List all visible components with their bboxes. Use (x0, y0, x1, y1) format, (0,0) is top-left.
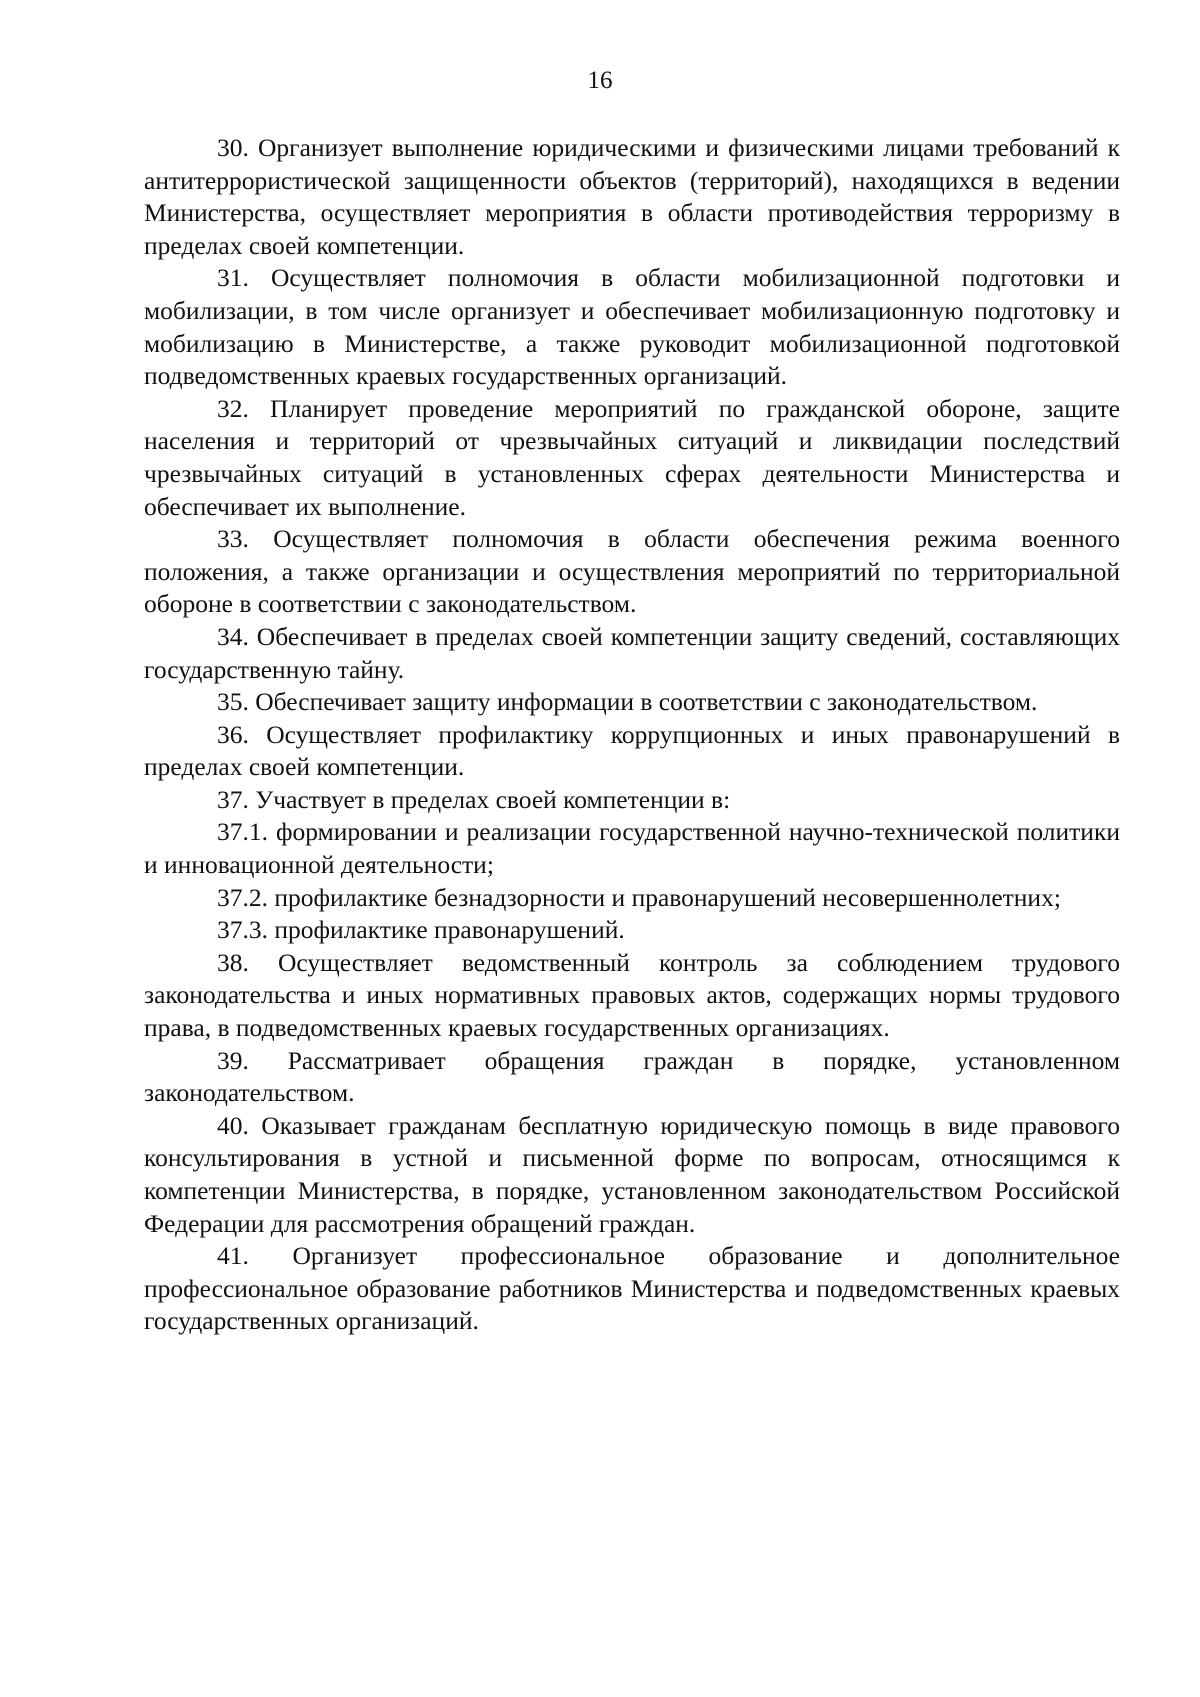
paragraph-35: 35. Обеспечивает защиту информации в соответствии с законодательством. (217, 687, 1038, 717)
paragraph-36: 36. Осуществляет профилактику коррупционных и иных правонарушений в пределах своей компетенции. (144, 719, 1120, 782)
document-body (144, 132, 1120, 1338)
paragraph-37: 37. Участвует в пределах своей компетенции в: (217, 784, 731, 814)
paragraph-32: 32. Планирует проведение мероприятий по гражданской обороне, защите населения и территорий от чрезвычайных ситуаций и ликвидации последствий чрезвычайных ситуаций в установленных сферах деятельности Министерства и обеспечивает их выполнение. (144, 393, 1120, 521)
paragraph-37-3: 37.3. профилактике правонарушений. (217, 915, 625, 945)
paragraph-39: 39. Рассматривает обращения граждан в порядке, установленном законодательством. (144, 1045, 1120, 1108)
paragraph-33: 33. Осуществляет полномочия в области обеспечения режима военного положения, а также организации и осуществления мероприятий по территориальной обороне в соответствии с законодательством. (144, 524, 1120, 619)
paragraph-38: 38. Осуществляет ведомственный контроль за соблюдением трудового законодательства и иных нормативных правовых актов, содержащих нормы трудового права, в подведомственных краевых государственных организациях. (144, 947, 1120, 1043)
paragraph-40: 40. Оказывает гражданам бесплатную юридическую помощь в виде правового консультирования в устной и письменной форме по вопросам, относящимся к компетенции Министерства, в порядке, установленном законодательством Российской Федерации для рассмотрения обращений граждан. (144, 1110, 1120, 1238)
paragraph-30: 30. Организует выполнение юридическими и физическими лицами требований к антитеррористической защищенности объектов (территорий), находящихся в ведении Министерства, осуществляет мероприятия в области противодействия терроризму в пределах своей компетенции. (144, 133, 1120, 260)
page-number: 16 (587, 67, 613, 94)
paragraph-34: 34. Обеспечивает в пределах своей компетенции защиту сведений, составляющих государственную тайну. (144, 621, 1120, 684)
paragraph-41: 41. Организует профессиональное образование и дополнительное профессиональное образование работников Министерства и подведомственных краевых государственных организаций. (144, 1241, 1120, 1336)
paragraph-37-1: 37.1. формировании и реализации государственной научно-технической политики и инновационной деятельности; (144, 817, 1120, 880)
paragraph-31: 31. Осуществляет полномочия в области мобилизационной подготовки и мобилизации, в том числе организует и обеспечивает мобилизационную подготовку и мобилизацию в Министерстве, а также руководит мобилизационной подготовкой подведомственных краевых государственных организаций. (144, 263, 1120, 391)
paragraph-37-2: 37.2. профилактике безнадзорности и правонарушений несовершеннолетних; (217, 882, 1061, 912)
